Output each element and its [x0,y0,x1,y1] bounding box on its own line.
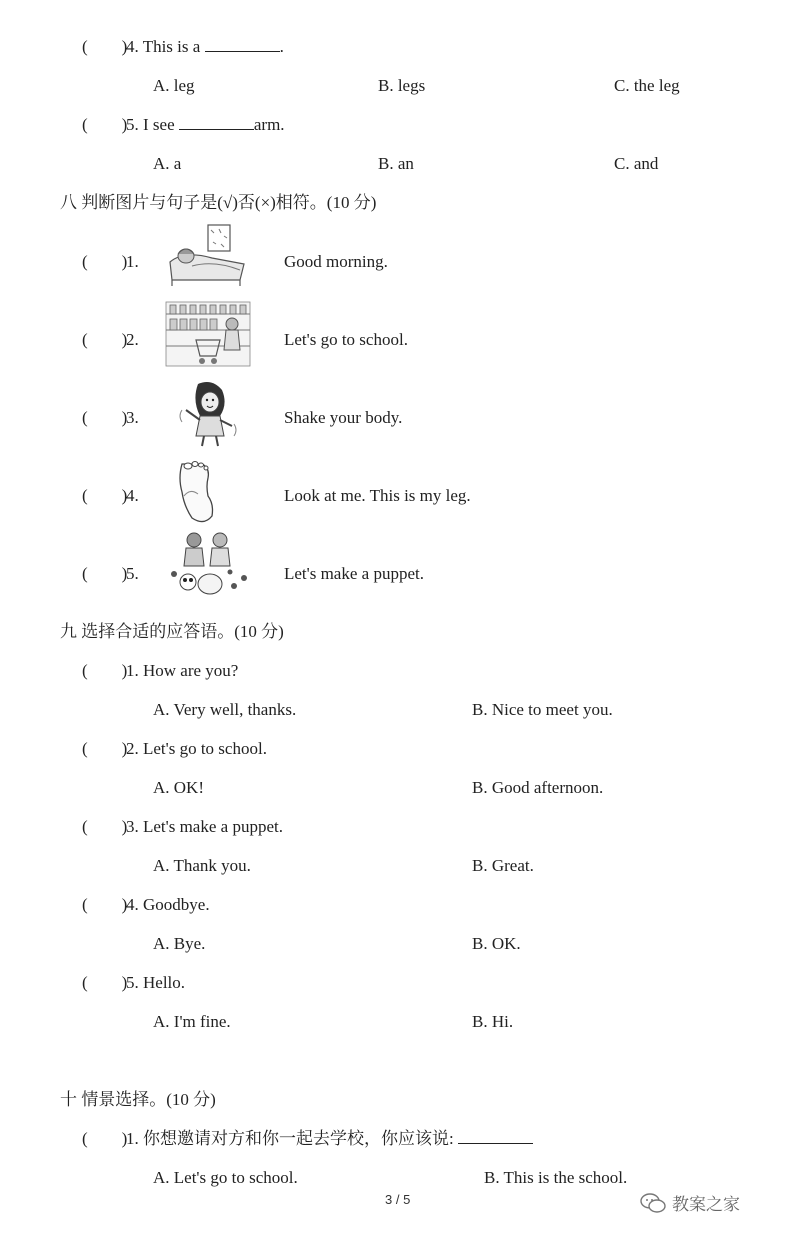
question-stem: 4. Goodbye. [126,895,210,914]
section-title: 八 判断图片与句子是(√)否(×)相符。(10 分) [60,193,377,212]
option-b: B. Nice to meet you. [472,700,613,719]
question-text-end: arm. [253,115,285,134]
answer-paren[interactable]: ( ) [82,817,128,836]
fill-blank[interactable] [179,115,254,130]
answer-paren[interactable]: ( ) [82,115,128,134]
option-b: B. Good afternoon. [472,778,604,797]
kids-making-puppet-icon [164,530,254,598]
answer-paren[interactable]: ( ) [82,661,128,680]
option-a: A. Bye. [153,934,206,953]
option-b: B. Hi. [472,1012,514,1031]
item-sentence: Let's go to school. [284,330,408,349]
item-number: 4. [126,486,139,505]
option-b: B. OK. [472,934,521,953]
fill-blank[interactable] [205,37,280,52]
option-b: B. legs [378,76,426,95]
question-stem [126,37,284,57]
option-a: A. a [153,154,182,173]
answer-paren[interactable]: ( ) [82,895,128,914]
answer-paren[interactable]: ( ) [82,973,128,992]
option-a: A. I'm fine. [153,1012,231,1031]
item-number: 1. [126,252,139,271]
option-a: A. Let's go to school. [153,1168,298,1187]
option-c: C. and [614,154,659,173]
item-sentence: Good morning. [284,252,388,271]
option-b: B. This is the school. [484,1168,628,1187]
question-text: 4. This is a [126,37,201,56]
item-number: 2. [126,330,139,349]
item-sentence: Let's make a puppet. [284,564,424,583]
question-text-end: . [279,37,284,56]
answer-paren[interactable]: ( ) [82,1129,128,1148]
question-stem [126,1129,533,1149]
question-text: 5. I see [126,115,175,134]
option-b: B. Great. [472,856,534,875]
answer-paren[interactable]: ( ) [82,486,128,505]
answer-paren[interactable]: ( ) [82,330,128,349]
item-sentence: Shake your body. [284,408,403,427]
supermarket-shopping-icon [164,300,254,368]
answer-paren[interactable]: ( ) [82,37,128,56]
answer-paren[interactable]: ( ) [82,739,128,758]
question-stem: 2. Let's go to school. [126,739,267,758]
question-stem: 5. Hello. [126,973,186,992]
page-number: 3 / 5 [385,1192,411,1207]
question-stem: 1. How are you? [126,661,239,680]
item-number: 3. [126,408,139,427]
section-title: 十 情景选择。(10 分) [60,1090,216,1109]
watermark-text: 教案之家 [672,1195,740,1215]
girl-in-bed-icon [164,222,254,290]
answer-paren[interactable]: ( ) [82,408,128,427]
option-b: B. an [378,154,414,173]
question-text: 1. 你想邀请对方和你一起去学校，你应该说: [126,1129,454,1148]
option-c: C. the leg [614,76,680,95]
option-a: A. leg [153,76,195,95]
option-a: A. OK! [153,778,204,797]
option-a: A. Very well, thanks. [153,700,297,719]
fill-blank[interactable] [458,1129,533,1144]
item-number: 5. [126,564,139,583]
option-a: A. Thank you. [153,856,251,875]
section-title: 九 选择合适的应答语。(10 分) [60,622,284,641]
girl-dancing-icon [164,380,254,448]
foot-icon [164,458,254,526]
item-sentence: Look at me. This is my leg. [284,486,471,505]
answer-paren[interactable]: ( ) [82,564,128,583]
answer-paren[interactable]: ( ) [82,252,128,271]
question-stem: 3. Let's make a puppet. [126,817,283,836]
wechat-icon [640,1192,666,1214]
question-stem [126,115,285,135]
